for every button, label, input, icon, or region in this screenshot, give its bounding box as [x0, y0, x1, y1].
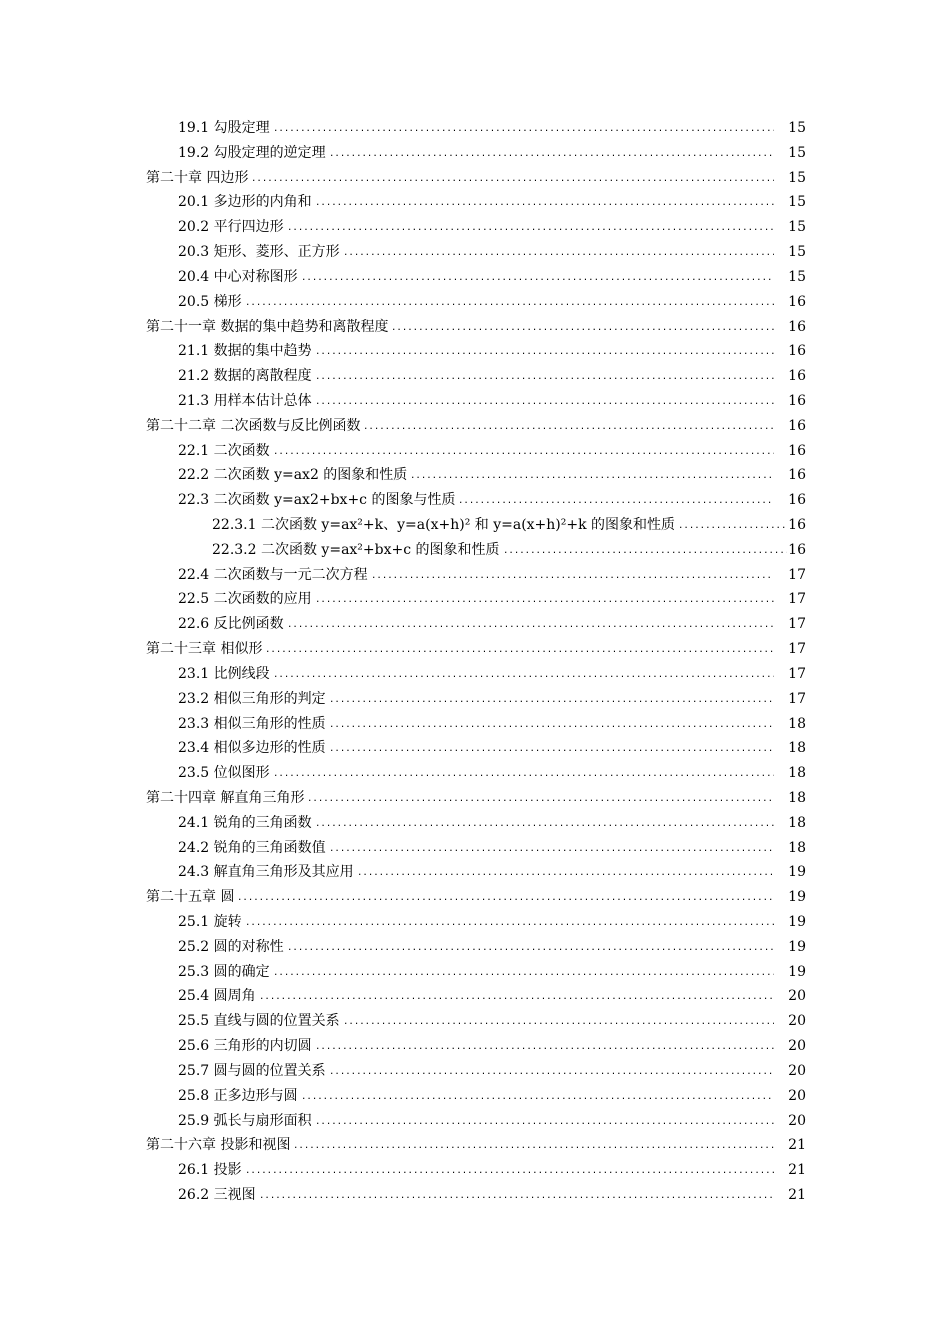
dot-leader	[265, 637, 774, 662]
toc-entry-label: 25.5 直线与圆的位置关系	[178, 1009, 341, 1034]
toc-entry-label: 25.3 圆的确定	[178, 960, 271, 985]
toc-entry-label: 21.2 数据的离散程度	[178, 364, 313, 389]
toc-entry[interactable]	[0, 960, 950, 985]
toc-entry-page-number: 19	[788, 914, 806, 930]
toc-entry-page-number: 20	[788, 988, 806, 1005]
toc-entry[interactable]	[0, 389, 950, 414]
toc-entry-page-number: 17	[788, 641, 806, 658]
dot-leader	[273, 116, 774, 141]
dot-leader	[273, 761, 774, 786]
toc-entry-page-number: 17	[788, 665, 806, 682]
toc-entry-page-number: 21	[788, 1162, 806, 1179]
toc-entry[interactable]	[0, 116, 950, 141]
dot-leader	[245, 910, 774, 935]
toc-entry-label: 22.3 二次函数 y=ax2+bx+c 的图象与性质	[178, 488, 456, 513]
toc-entry[interactable]	[0, 736, 950, 761]
toc-entry-label: 20.3 矩形、菱形、正方形	[178, 240, 341, 265]
toc-entry[interactable]	[0, 811, 950, 836]
dot-leader	[315, 811, 774, 836]
toc-entry-label: 23.4 相似多边形的性质	[178, 736, 327, 761]
toc-entry-label: 22.1 二次函数	[178, 439, 271, 464]
toc-entry-page-number: 16	[788, 343, 806, 360]
toc-entry-label: 第二十一章 数据的集中趋势和离散程度	[146, 315, 389, 340]
toc-entry-page-number: 20	[788, 1013, 806, 1030]
toc-entry-page-number: 17	[788, 616, 806, 633]
toc-entry-label: 24.2 锐角的三角函数值	[178, 836, 327, 861]
toc-entry-label: 第二十六章 投影和视图	[146, 1133, 291, 1158]
toc-entry[interactable]	[0, 1158, 950, 1183]
toc-entry[interactable]	[0, 984, 950, 1009]
dot-leader	[678, 513, 787, 538]
toc-entry-label: 20.5 梯形	[178, 290, 243, 315]
toc-entry-page-number: 19	[788, 864, 806, 881]
toc-entry-label: 25.2 圆的对称性	[178, 935, 285, 960]
toc-entry-page-number: 20	[788, 1112, 806, 1129]
toc-entry-page-number: 15	[788, 120, 806, 136]
toc-entry-label: 第二十二章 二次函数与反比例函数	[146, 414, 361, 439]
toc-entry-label: 26.2 三视图	[178, 1183, 257, 1208]
toc-entry[interactable]	[0, 190, 950, 215]
toc-entry[interactable]	[0, 364, 950, 389]
toc-entry-page-number: 16	[788, 442, 806, 459]
dot-leader	[259, 1183, 774, 1208]
toc-entry-label: 第二十五章 圆	[146, 885, 235, 910]
toc-entry[interactable]	[0, 687, 950, 712]
toc-entry[interactable]	[0, 761, 950, 786]
toc-entry[interactable]	[0, 1183, 950, 1208]
toc-entry[interactable]	[0, 1059, 950, 1084]
toc-entry-label: 25.7 圆与圆的位置关系	[178, 1059, 327, 1084]
toc-entry-label: 25.8 正多边形与圆	[178, 1084, 299, 1109]
toc-entry-label: 22.4 二次函数与一元二次方程	[178, 563, 369, 588]
toc-entry[interactable]	[0, 860, 950, 885]
dot-leader	[245, 1158, 774, 1183]
toc-entry-label: 25.1 旋转	[178, 910, 243, 935]
dot-leader	[329, 736, 774, 761]
toc-entry-label: 22.3.2 二次函数 y=ax²+bx+c 的图象和性质	[212, 538, 501, 563]
dot-leader	[410, 463, 774, 488]
toc-entry[interactable]	[0, 1084, 950, 1109]
toc-entry[interactable]	[0, 265, 950, 290]
toc-entry-page-number: 18	[788, 715, 806, 732]
dot-leader	[245, 290, 774, 315]
dot-leader	[343, 1009, 774, 1034]
dot-leader	[293, 1133, 774, 1158]
dot-leader	[315, 190, 774, 215]
dot-leader	[287, 215, 774, 240]
toc-entry-label: 22.5 二次函数的应用	[178, 587, 313, 612]
toc-entry-label: 25.6 三角形的内切圆	[178, 1034, 313, 1059]
toc-entry[interactable]	[0, 935, 950, 960]
toc-entry-page-number: 21	[788, 1137, 806, 1154]
toc-entry-page-number: 20	[788, 1038, 806, 1055]
toc-entry[interactable]	[0, 1034, 950, 1059]
toc-entry-page-number: 16	[788, 293, 806, 310]
toc-entry-label: 第二十三章 相似形	[146, 637, 263, 662]
toc-entry[interactable]	[0, 910, 950, 935]
toc-entry[interactable]	[0, 1009, 950, 1034]
dot-leader	[251, 166, 774, 191]
dot-leader	[273, 960, 774, 985]
dot-leader	[458, 488, 774, 513]
toc-entry-label: 24.1 锐角的三角函数	[178, 811, 313, 836]
toc-entry-page-number: 15	[788, 169, 806, 186]
toc-entry[interactable]	[0, 885, 950, 910]
toc-entry[interactable]	[0, 786, 950, 811]
toc-entry-page-number: 15	[788, 144, 806, 161]
toc-entry-page-number: 18	[788, 740, 806, 757]
toc-entry-label: 24.3 解直角三角形及其应用	[178, 860, 355, 885]
toc-entry-page-number: 15	[788, 244, 806, 261]
toc-entry-page-number: 18	[788, 765, 806, 782]
toc-entry-page-number: 16	[788, 417, 806, 434]
toc-entry-page-number: 15	[788, 194, 806, 211]
toc-entry[interactable]	[0, 563, 950, 588]
toc-entry-page-number: 16	[788, 541, 806, 558]
dot-leader	[315, 587, 774, 612]
dot-leader	[315, 364, 774, 389]
toc-entry[interactable]	[0, 662, 950, 687]
toc-entry-page-number: 16	[788, 517, 806, 533]
toc-entry-page-number: 19	[788, 963, 806, 980]
toc-entry-page-number: 18	[788, 814, 806, 831]
toc-entry[interactable]	[0, 712, 950, 737]
toc-entry-page-number: 19	[788, 889, 806, 906]
toc-entry-label: 22.2 二次函数 y=ax2 的图象和性质	[178, 463, 408, 488]
toc-entry-page-number: 20	[788, 1062, 806, 1079]
toc-entry[interactable]	[0, 315, 950, 340]
toc-entry-label: 23.3 相似三角形的性质	[178, 712, 327, 737]
dot-leader	[237, 885, 774, 910]
toc-entry-label: 21.1 数据的集中趋势	[178, 339, 313, 364]
toc-entry[interactable]	[0, 414, 950, 439]
dot-leader	[307, 786, 774, 811]
dot-leader	[287, 935, 774, 960]
toc-entry-label: 23.5 位似图形	[178, 761, 271, 786]
toc-entry-page-number: 15	[788, 219, 806, 236]
dot-leader	[315, 1109, 774, 1134]
dot-leader	[371, 563, 774, 588]
toc-entry[interactable]	[0, 836, 950, 861]
toc-entry[interactable]	[0, 240, 950, 265]
dot-leader	[357, 860, 774, 885]
dot-leader	[343, 240, 774, 265]
toc-entry-page-number: 18	[788, 789, 806, 806]
dot-leader	[273, 662, 774, 687]
dot-leader	[315, 389, 774, 414]
toc-entry-label: 20.2 平行四边形	[178, 215, 285, 240]
table-of-contents	[0, 116, 950, 1208]
toc-entry-page-number: 16	[788, 467, 806, 484]
toc-entry-label: 22.3.1 二次函数 y=ax²+k、y=a(x+h)² 和 y=a(x+h)²+k 的图象和性质	[212, 513, 676, 538]
toc-entry-label: 23.2 相似三角形的判定	[178, 687, 327, 712]
toc-entry-page-number: 18	[788, 839, 806, 856]
toc-entry-page-number: 16	[788, 392, 806, 409]
toc-entry[interactable]	[0, 463, 950, 488]
dot-leader	[259, 984, 774, 1009]
toc-entry[interactable]	[0, 637, 950, 662]
toc-entry-page-number: 19	[788, 938, 806, 955]
toc-entry-label: 第二十章 四边形	[146, 166, 249, 191]
dot-leader	[329, 141, 774, 166]
toc-entry[interactable]	[0, 513, 950, 538]
toc-entry-page-number: 17	[788, 690, 806, 707]
toc-entry-page-number: 17	[788, 591, 806, 608]
toc-entry-page-number: 17	[788, 566, 806, 583]
dot-leader	[287, 612, 774, 637]
toc-entry[interactable]	[0, 1133, 950, 1158]
toc-entry-page-number: 15	[788, 268, 806, 285]
dot-leader	[503, 538, 787, 563]
dot-leader	[363, 414, 774, 439]
dot-leader	[301, 1084, 774, 1109]
dot-leader	[329, 836, 774, 861]
toc-entry[interactable]	[0, 612, 950, 637]
toc-entry-label: 25.4 圆周角	[178, 984, 257, 1009]
dot-leader	[329, 687, 774, 712]
toc-entry[interactable]	[0, 141, 950, 166]
toc-entry-label: 26.1 投影	[178, 1158, 243, 1183]
toc-entry[interactable]	[0, 1109, 950, 1134]
dot-leader	[315, 1034, 774, 1059]
toc-entry[interactable]	[0, 290, 950, 315]
toc-entry-label: 20.1 多边形的内角和	[178, 190, 313, 215]
dot-leader	[273, 439, 774, 464]
toc-entry[interactable]	[0, 439, 950, 464]
dot-leader	[301, 265, 774, 290]
toc-entry-label: 19.1 勾股定理	[178, 116, 271, 141]
dot-leader	[391, 315, 774, 340]
toc-entry-label: 25.9 弧长与扇形面积	[178, 1109, 313, 1134]
toc-entry-label: 20.4 中心对称图形	[178, 265, 299, 290]
dot-leader	[315, 339, 774, 364]
toc-entry-page-number: 16	[788, 318, 806, 335]
dot-leader	[329, 712, 774, 737]
toc-entry-label: 21.3 用样本估计总体	[178, 389, 313, 414]
toc-entry-page-number: 21	[788, 1186, 806, 1203]
toc-entry[interactable]	[0, 538, 950, 563]
toc-entry-label: 19.2 勾股定理的逆定理	[178, 141, 327, 166]
toc-entry-page-number: 20	[788, 1087, 806, 1104]
toc-entry-label: 23.1 比例线段	[178, 662, 271, 687]
toc-entry-page-number: 16	[788, 368, 806, 385]
toc-entry-label: 第二十四章 解直角三角形	[146, 786, 305, 811]
toc-entry[interactable]	[0, 215, 950, 240]
toc-entry[interactable]	[0, 488, 950, 513]
dot-leader	[329, 1059, 774, 1084]
toc-entry[interactable]	[0, 587, 950, 612]
toc-entry[interactable]	[0, 339, 950, 364]
toc-entry-label: 22.6 反比例函数	[178, 612, 285, 637]
toc-entry-page-number: 16	[788, 492, 806, 509]
toc-entry[interactable]	[0, 166, 950, 191]
